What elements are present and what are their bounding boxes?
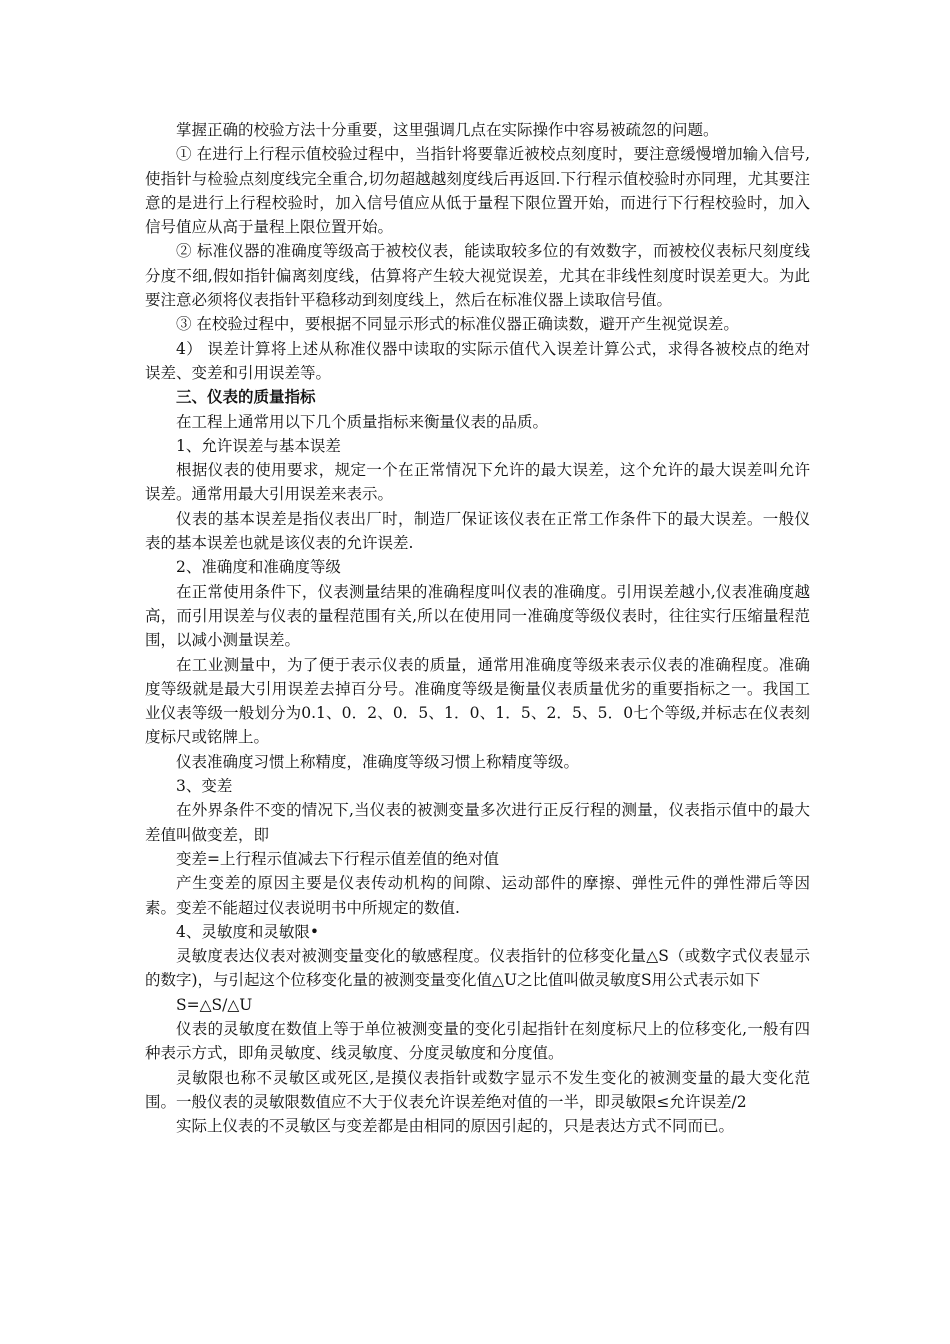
paragraph-precision: 仪表准确度习惯上称精度，准确度等级习惯上称精度等级。 xyxy=(176,752,580,771)
paragraph-item-1: ① 在进行上行程示值校验过程中，当指针将要靠近被校点刻度时，要注意缓慢增加输入信号,使指针与检验点刻度线完全重合,切勿超越越刻度线后再返回.下行程示值校验时亦同理，尤其要注意的是进行上行程校验时，加入信号值应从低于量程下限位置开始，而进行下行程校验时，加入信号值应从高于量程上限位置开始。 xyxy=(145,145,810,237)
paragraph-item-4: 4） 误差计算将上述从称准仪器中读取的实际示值代入误差计算公式，求得各被校点的绝对误差、变差和引用误差等。 xyxy=(145,339,810,382)
paragraph-allowed-error: 根据仪表的使用要求，规定一个在正常情况下允许的最大误差，这个允许的最大误差叫允许误差。通常用最大引用误差来表示。 xyxy=(145,461,810,504)
paragraph-variation: 在外界条件不变的情况下,当仪表的被测变量多次进行正反行程的测量，仪表指示值中的最大差值叫做变差，即 xyxy=(145,801,810,844)
subheading-sensitivity: 4、灵敏度和灵敏限• xyxy=(176,922,320,941)
paragraph-accuracy-class: 在工业测量中，为了便于表示仪表的质量，通常用准确度等级来表示仪表的准确程度。准确度等级就是最大引用误差去掉百分号。准确度等级是衡量仪表质量优劣的重要指标之一。我国工业仪表等级一般划分为0.1、0．2、0．5、1．0、1．5、2．5、5．0七个等级,并标志在仪表刻度标尺或铭牌上。 xyxy=(145,655,810,747)
paragraph-variation-cause: 产生变差的原因主要是仪表传动机构的间隙、运动部件的摩擦、弹性元件的弹性滞后等因素。变差不能超过仪表说明书中所规定的数值. xyxy=(145,874,810,917)
paragraph-conclusion: 实际上仪表的不灵敏区与变差都是由相同的原因引起的，只是表达方式不同而已。 xyxy=(176,1117,735,1136)
paragraph-sensitivity: 灵敏度表达仪表对被测变量变化的敏感程度。仪表指针的位移变化量△S（或数字式仪表显示的数字)，与引起这个位移变化量的被测变量变化值△U之比值叫做灵敏度S用公式表示如下 xyxy=(145,947,810,990)
paragraph-dead-zone: 灵敏限也称不灵敏区或死区,是摸仪表指针或数字显示不发生变化的被测变量的最大变化范围。一般仪表的灵敏限数值应不大于仪表允许误差绝对值的一半，即灵敏限≤允许误差/2 xyxy=(145,1068,810,1111)
document-body xyxy=(145,118,810,1138)
formula-variation: 变差=上行程示值减去下行程示值差值的绝对值 xyxy=(176,849,499,868)
paragraph-sensitivity-types: 仪表的灵敏度在数值上等于单位被测变量的变化引起指针在刻度标尺上的位移变化,一般有四种表示方式，即角灵敏度、线灵敏度、分度灵敏度和分度值。 xyxy=(145,1019,810,1063)
paragraph-item-3: ③ 在校验过程中，要根据不同显示形式的标准仪器正确读数，避开产生视觉误差。 xyxy=(176,315,739,334)
subheading-variation: 3、变差 xyxy=(176,777,233,796)
paragraph-quality-intro: 在工程上通常用以下几个质量指标来衡量仪表的品质。 xyxy=(176,412,549,431)
formula-sensitivity: S=△S/△U xyxy=(176,995,253,1014)
paragraph-item-2: ② 标准仪器的准确度等级高于被校仪表，能读取较多位的有效数字，而被校仪表标尺刻度线分度不细,假如指针偏离刻度线，估算将产生较大视觉误差，尤其在非线性刻度时误差更大。为此要注意必须将仪表指针平稳移动到刻度线上，然后在标准仪器上读取信号值。 xyxy=(145,242,810,310)
paragraph-basic-error: 仪表的基本误差是指仪表出厂时，制造厂保证该仪表在正常工作条件下的最大误差。一般仪表的基本误差也就是该仪表的允许误差. xyxy=(145,509,810,553)
subheading-accuracy: 2、准确度和准确度等级 xyxy=(176,558,341,577)
paragraph-accuracy: 在正常使用条件下，仪表测量结果的准确程度叫仪表的准确度。引用误差越小,仪表准确度越高，而引用误差与仪表的量程范围有关,所以在使用同一准确度等级仪表时，往往实行压缩量程范围，以减小测量误差。 xyxy=(145,582,810,650)
paragraph-intro: 掌握正确的校验方法十分重要，这里强调几点在实际操作中容易被疏忽的问题。 xyxy=(176,121,719,139)
subheading-allowed-error: 1、允许误差与基本误差 xyxy=(176,436,341,455)
section-heading-quality: 三、仪表的质量指标 xyxy=(176,387,316,407)
